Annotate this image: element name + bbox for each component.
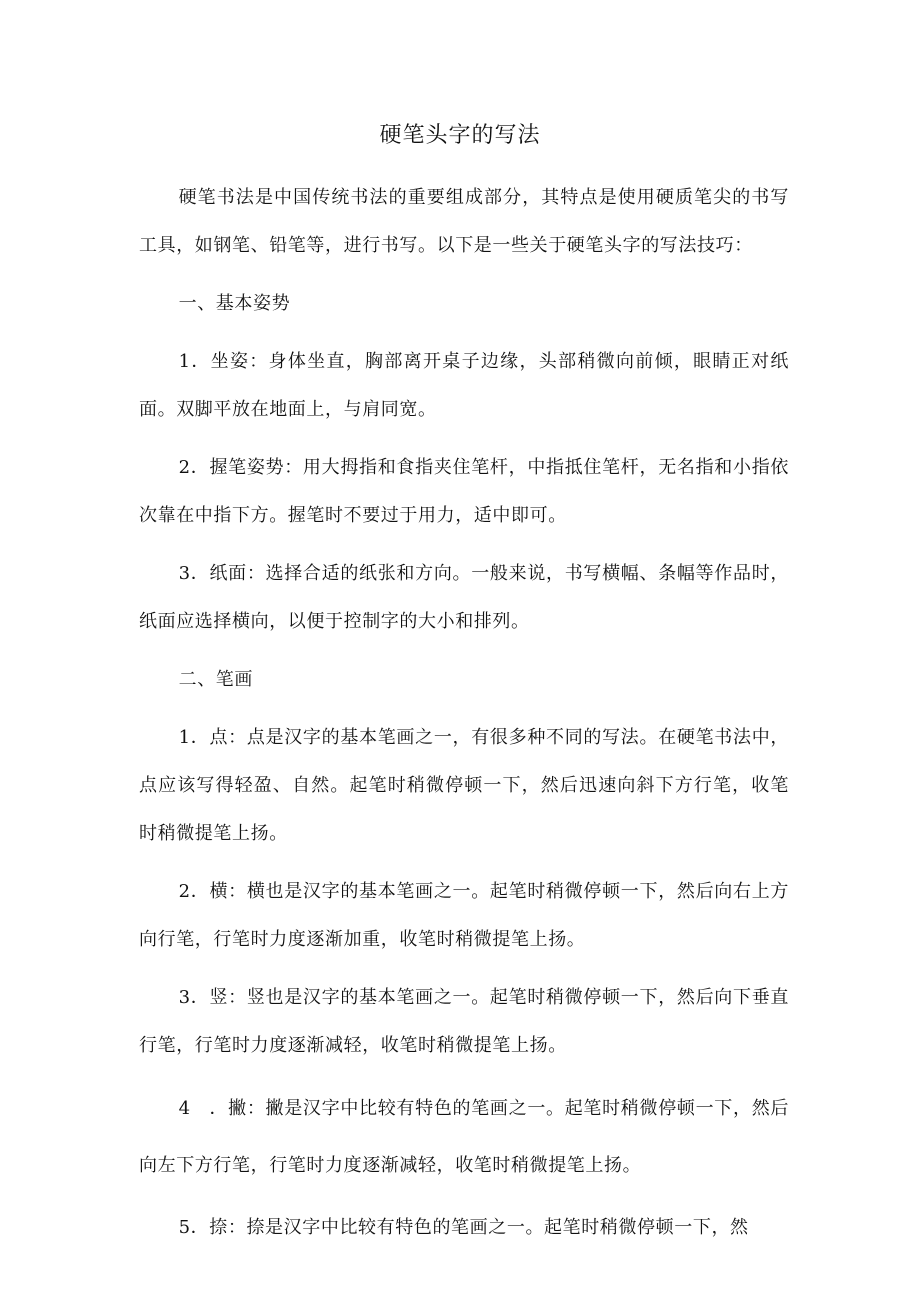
stroke-item-horizontal: 2．横：横也是汉字的基本笔画之一。起笔时稍微停顿一下，然后向右上方向行笔，行笔时力度逐渐加重，收笔时稍微提笔上扬。 — [139, 881, 789, 950]
intro-paragraph: 硬笔书法是中国传统书法的重要组成部分，其特点是使用硬质笔尖的书写工具，如钢笔、铅笔等，进行书写。以下是一些关于硬笔头字的写法技巧： — [139, 187, 789, 256]
posture-item-sitting: 1．坐姿：身体坐直，胸部离开桌子边缘，头部稍微向前倾，眼睛正对纸面。双脚平放在地面上，与肩同宽。 — [139, 351, 789, 420]
section-heading-strokes: 二、笔画 — [178, 669, 253, 690]
stroke-item-right-falling: 5．捺：捺是汉字中比较有特色的笔画之一。起笔时稍微停顿一下，然 — [178, 1217, 749, 1238]
stroke-item-left-falling: 4 ．撇：撇是汉字中比较有特色的笔画之一。起笔时稍微停顿一下，然后向左下方行笔，行笔时力度逐渐减轻，收笔时稍微提笔上扬。 — [139, 1098, 789, 1176]
stroke-item-dot: 1．点：点是汉字的基本笔画之一，有很多种不同的写法。在硬笔书法中，点应该写得轻盈、自然。起笔时稍微停顿一下，然后迅速向斜下方行笔，收笔时稍微提笔上扬。 — [139, 727, 789, 844]
page-title: 硬笔头字的写法 — [379, 123, 541, 148]
stroke-item-vertical: 3．竖：竖也是汉字的基本笔画之一。起笔时稍微停顿一下，然后向下垂直行笔，行笔时力度逐渐减轻，收笔时稍微提笔上扬。 — [139, 987, 789, 1056]
posture-item-grip: 2．握笔姿势：用大拇指和食指夹住笔杆，中指抵住笔杆，无名指和小指依次靠在中指下方。握笔时不要过于用力，适中即可。 — [139, 457, 789, 526]
posture-item-paper: 3．纸面：选择合适的纸张和方向。一般来说，书写横幅、条幅等作品时，纸面应选择横向，以便于控制字的大小和排列。 — [139, 563, 789, 632]
document-body — [139, 174, 789, 1252]
section-heading-posture: 一、基本姿势 — [178, 293, 291, 314]
